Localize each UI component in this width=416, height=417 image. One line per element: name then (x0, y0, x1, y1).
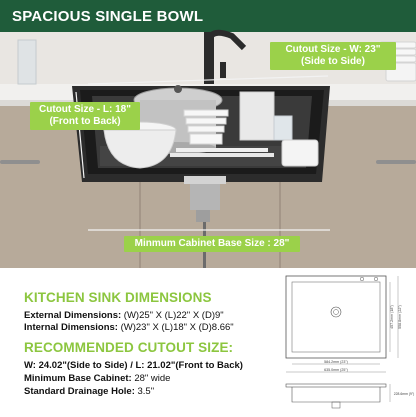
base-value: 28" wide (134, 373, 171, 384)
internal-value: (W)23" X (L)18" X (D)8.66" (120, 322, 234, 333)
dimensions-heading: KITCHEN SINK DIMENSIONS (24, 290, 212, 305)
base-label: Minimum Base Cabinet: (24, 373, 132, 384)
cutout-width-tag: Cutout Size - W: 23" (Side to Side) (270, 42, 396, 70)
drain-value: 3.5" (137, 386, 155, 397)
cabinet-size-tag: Minmum Cabinet Base Size : 28" (124, 236, 300, 252)
outer-length-label: 558.8mm (22") (398, 305, 402, 329)
sink-top-view (286, 276, 398, 372)
title-banner (0, 0, 416, 32)
external-dimensions (24, 310, 224, 321)
internal-dimensions (24, 322, 234, 333)
cutout-heading: RECOMMENDED CUTOUT SIZE: (24, 340, 234, 355)
inner-length-label: 457.2mm (18") (390, 305, 394, 329)
min-base-cabinet (24, 373, 170, 384)
cutout-wl-value: W: 24.02"(Side to Side) / L: 21.02"(Front to Back) (24, 360, 243, 371)
external-value: (W)25" X (L)22" X (D)9" (123, 310, 224, 321)
sink-side-view (286, 384, 390, 408)
drainage-hole (24, 386, 154, 397)
technical-drawing (280, 272, 415, 412)
depth-label: 228.6mm (9") (393, 392, 415, 396)
outer-width-label: 635.0mm (25") (324, 368, 348, 372)
drain-label: Standard Drainage Hole: (24, 386, 135, 397)
banner-title: SPACIOUS SINGLE BOWL (12, 7, 204, 25)
internal-label: Internal Dimensions: (24, 322, 118, 333)
external-label: External Dimensions: (24, 310, 122, 321)
cutout-length-tag: Cutout Size - L: 18" (Front to Back) (30, 102, 140, 130)
inner-width-label: 584.2mm (23") (324, 360, 348, 364)
cutout-wl (24, 360, 243, 371)
